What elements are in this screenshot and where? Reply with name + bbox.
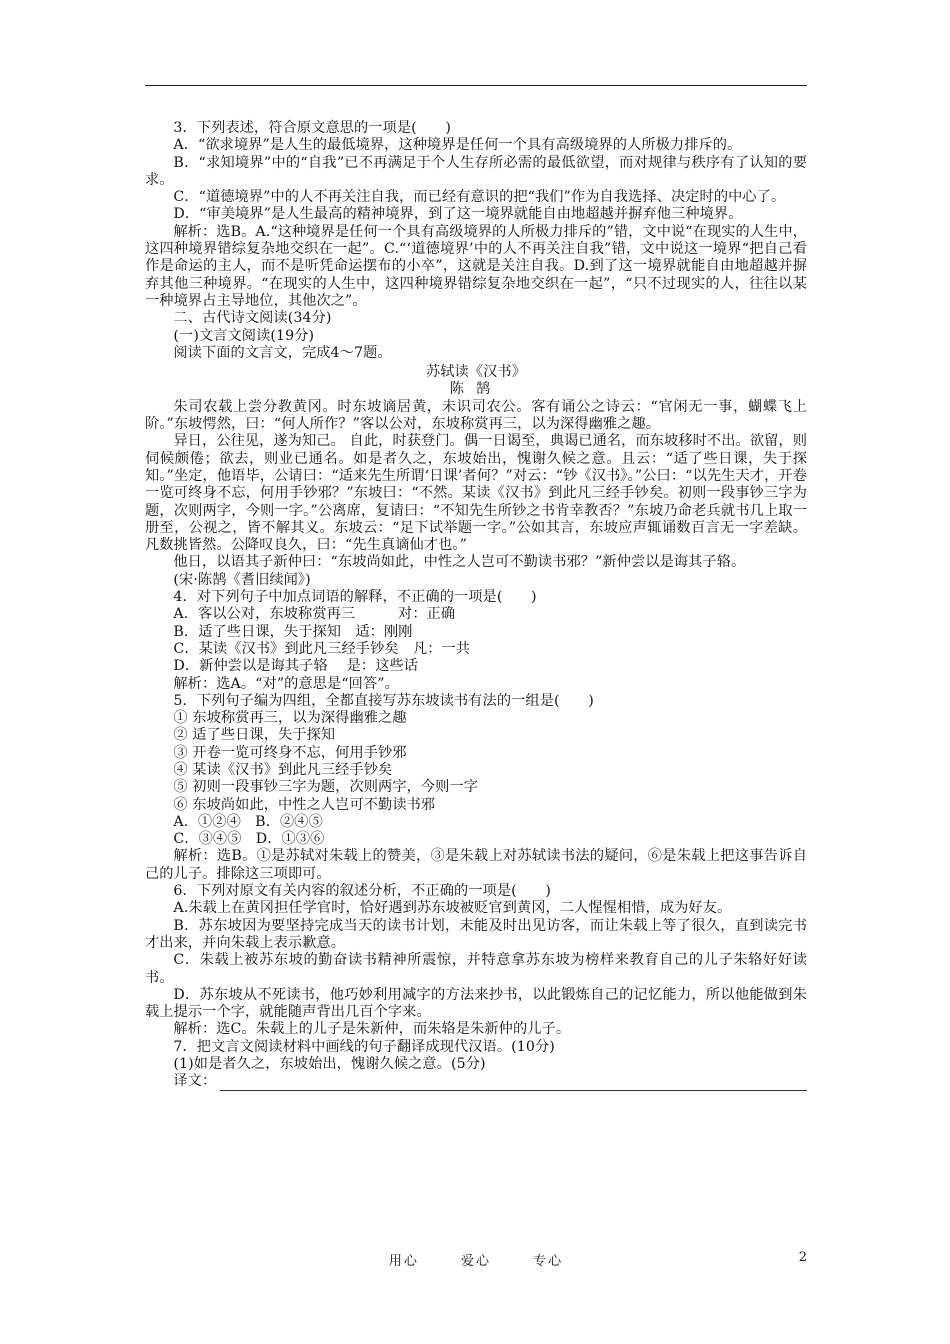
- q5-stem: 5．下列句子编为四组，全都直接写苏东坡读书有法的一组是( ): [173, 692, 594, 709]
- reading-instruction: 阅读下面的文言文，完成4～7题。: [173, 344, 392, 361]
- q3-option-d: D．“审美境界”是人生最高的精神境界，到了这一境界就能自由地超越并摒弃他三种境界。: [173, 206, 743, 223]
- q6-analysis: 解析：选C。朱载上的儿子是朱新仲，而朱辂是朱新仲的儿子。: [173, 1021, 571, 1038]
- section-subheading: (一)文言文阅读(19分): [173, 327, 315, 344]
- q3-stem: 3．下列表述，符合原文意思的一项是( ): [173, 120, 451, 136]
- page-content: [145, 120, 807, 1091]
- q6-stem: 6．下列对原文有关内容的叙述分析，不正确的一项是( ): [173, 883, 551, 900]
- q5-analysis: 解析：选B。①是苏轼对朱载上的赞美，③是朱载上对苏轼读书法的疑问，⑥是朱载上把这事告诉自己的儿子。排除这三项即可。: [145, 848, 807, 882]
- page-number: 2: [798, 1250, 807, 1265]
- answer-line: [145, 1073, 807, 1090]
- footer-word: 爱心: [460, 1254, 491, 1269]
- q5-item: ② 适了些日课，失于探知: [173, 727, 336, 744]
- q4-stem: 4．对下列句子中加点词语的解释，不正确的一项是( ): [173, 589, 537, 606]
- footer-word: 用心: [388, 1254, 419, 1269]
- passage-title: 苏轼读《汉书》: [425, 364, 526, 381]
- footer-word: 专心: [533, 1254, 564, 1269]
- q4-option-c: C．某读《汉书》到此凡三经手钞矣 凡：一共: [173, 640, 471, 657]
- q6-option-c: C．朱载上被苏东坡的勤奋读书精神所震惊，并特意拿苏东坡为榜样来教育自己的儿子朱辂好好读书。: [145, 952, 807, 986]
- q5-options-row-2: C．③④⑤ D．①③⑥: [173, 831, 325, 848]
- footer-motto: [145, 1250, 807, 1269]
- answer-label: 译文：: [173, 1073, 217, 1090]
- q5-item: ④ 某读《汉书》到此凡三经手钞矣: [173, 761, 393, 778]
- q4-analysis: 解析：选A。“对”的意思是“回答”。: [173, 675, 399, 692]
- answer-blank[interactable]: [220, 1076, 807, 1091]
- q6-option-a: A.朱载上在黄冈担任学官时，恰好遇到苏东坡被贬官到黄冈，二人惺惺相惜，成为好友。: [173, 900, 732, 917]
- q4-option-a: A．客以公对，东坡称赏再三 对：正确: [173, 606, 456, 623]
- q5-item: ① 东坡称赏再三，以为深得幽雅之趣: [173, 710, 407, 727]
- q7-subquestion-1: (1)如是者久之，东坡始出，愧谢久候之意。(5分): [173, 1056, 486, 1073]
- q5-item: ③ 开卷一览可终身不忘，何用手钞邪: [173, 744, 407, 761]
- q4-option-b: B．适了些日课，失于探知 适：刚刚: [173, 623, 413, 640]
- q3-option-c: C．“道德境界”中的人不再关注自我，而已经有意识的把“我们”作为自我选择、决定时的中心了。: [173, 189, 786, 206]
- passage-source: (宋·陈鹄《耆旧续闻》): [173, 571, 311, 588]
- q3-analysis: 解析：选B。A.“这种境界是任何一个具有高级境界的人所极力排斥的”错，文中说“在现实的人生中，这四种境界错综复杂地交织在一起”。C.“‘道德境界’中的人不再关注自我”错，文中说这一境界“把自己看作是命运的主人，而不是听凭命运摆布的小卒”，这就是关注自我。D.到了这一境界就能自由地超越并摒弃其他三种境界。“在现实的人生中，这四种境界错综复杂地交织在一起”，“只不过现实的人，往往以某一种境界占主导地位，其他次之”。: [145, 223, 807, 309]
- page-footer: [145, 1250, 807, 1270]
- q5-item: ⑤ 初则一段事钞三字为题，次则两字，今则一字: [173, 779, 479, 796]
- q4-option-d: D．新仲尝以是诲其子辂 是：这些话: [173, 658, 419, 675]
- q5-options-row-1: A．①②④ B．②④⑤: [173, 813, 323, 830]
- passage-paragraph-2: 异日，公往见，遂为知己。 自此，时获登门。偶一日谒至，典谒已通名，而东坡移时不出。欲留，则伺候颇倦；欲去，则业已通名。如是者久之，东坡始出，愧谢久候之意。且云：“适了些日课，失于探知。”坐定，他语毕，公请曰：“适来先生所谓‘日课’者何？”对云：“钞《汉书》。”公曰：“以先生天才，开卷一览可终身不忘，何用手钞邪？”东坡曰：“不然。某读《汉书》到此凡三经手钞矣。初则一段事钞三字为题，次则两字，今则一字。”公离席，复请曰：“不知先生所钞之书肯幸教否？”东坡乃命老兵就书几上取一册至，公视之，皆不解其义。东坡云：“足下试举题一字。”公如其言，东坡应声辄诵数百言无一字差缺。凡数挑皆然。公降叹良久，曰：“先生真谪仙才也。”: [145, 433, 807, 554]
- q3-option-a: A．“欲求境界”是人生的最低境界，这种境界是任何一个具有高级境界的人所极力排斥的。: [173, 137, 742, 154]
- q7-stem: 7．把文言文阅读材料中画线的句子翻译成现代汉语。(10分): [173, 1038, 555, 1055]
- q5-item: ⑥ 东坡尚如此，中性之人岂可不勤读书邪: [173, 796, 436, 813]
- passage-author: 陈鹄: [449, 381, 503, 398]
- passage-paragraph-3: 他日，以语其子新仲曰：“东坡尚如此，中性之人岂可不勤读书邪？”新仲尝以是诲其子辂。: [173, 554, 746, 571]
- q3-option-b: B．“求知境界”中的“自我”已不再满足于个人生存所必需的最低欲望，而对规律与秩序有了认知的要求。: [145, 154, 807, 188]
- header-rule: [145, 85, 807, 86]
- q6-option-b: B．苏东坡因为要坚持完成当天的读书计划，未能及时出见访客，而让朱载上等了很久，直到读完书才出来，并向朱载上表示歉意。: [145, 917, 807, 951]
- passage-paragraph-1: 朱司农载上尝分教黄冈。时东坡谪居黄，未识司农公。客有诵公之诗云：“官闲无一事，蝴蝶飞上阶。”东坡愕然，曰：“何人所作？”客以公对，东坡称赏再三，以为深得幽雅之趣。: [145, 398, 807, 433]
- section-heading: 二、古代诗文阅读(34分): [173, 310, 332, 327]
- q6-option-d: D．苏东坡从不死读书，他巧妙利用减字的方法来抄书，以此锻炼自己的记忆能力，所以他能做到朱载上提示一个字，就能随声背出几百个字来。: [145, 986, 807, 1021]
